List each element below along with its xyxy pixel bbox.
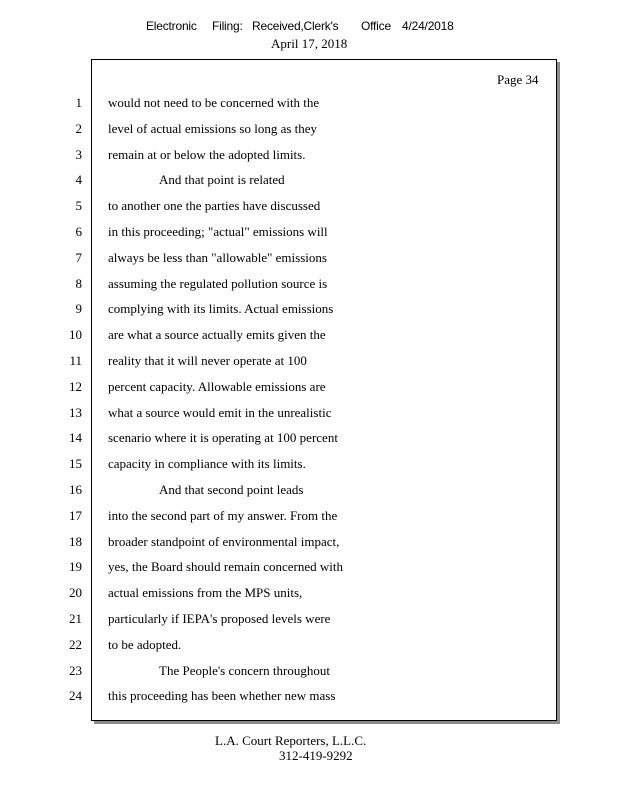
line-text: capacity in compliance with its limits. [108, 456, 306, 471]
line-text: level of actual emissions so long as they [108, 121, 318, 136]
court-reporter-name: L.A. Court Reporters, L.L.C. [215, 733, 367, 748]
line-number: 23 [69, 663, 82, 678]
line-number: 11 [69, 353, 82, 368]
line-text: to be adopted. [108, 637, 182, 652]
line-text: actual emissions from the MPS units, [108, 585, 303, 600]
transcript-date: April 17, 2018 [271, 36, 348, 51]
line-number: 6 [75, 224, 82, 239]
line-number: 17 [69, 508, 82, 523]
line-number: 9 [75, 301, 82, 316]
line-number: 18 [69, 534, 82, 549]
line-text: And that second point leads [159, 482, 304, 497]
line-text: this proceeding has been whether new mass [108, 688, 336, 703]
stamp-received: Received,Clerk's [252, 19, 339, 33]
line-number: 8 [75, 276, 82, 291]
line-text: percent capacity. Allowable emissions are [108, 379, 326, 394]
line-text: particularly if IEPA's proposed levels were [108, 611, 331, 626]
line-number: 15 [69, 456, 82, 471]
line-text: to another one the parties have discussed [108, 198, 321, 213]
stamp-filing: Filing: [212, 19, 243, 33]
line-text: complying with its limits. Actual emissions [108, 301, 334, 316]
line-number: 19 [69, 559, 82, 574]
line-number: 12 [69, 379, 82, 394]
line-text: broader standpoint of environmental impact, [108, 534, 340, 549]
line-number: 21 [69, 611, 82, 626]
stamp-office: Office [361, 19, 391, 33]
line-text: assuming the regulated pollution source is [108, 276, 328, 291]
line-number: 22 [69, 637, 82, 652]
line-text: And that point is related [159, 172, 285, 187]
line-number: 7 [75, 250, 82, 265]
stamp-date: 4/24/2018 [402, 19, 454, 33]
line-text: in this proceeding; "actual" emissions will [108, 224, 328, 239]
line-number: 3 [75, 147, 82, 162]
line-number: 20 [69, 585, 82, 600]
line-number: 4 [75, 172, 82, 187]
line-number: 1 [75, 95, 82, 110]
line-number: 24 [69, 688, 82, 703]
line-text: yes, the Board should remain concerned with [108, 559, 344, 574]
line-text: into the second part of my answer. From the [108, 508, 338, 523]
line-text: The People's concern throughout [159, 663, 330, 678]
line-text: would not need to be concerned with the [108, 95, 320, 110]
line-text: are what a source actually emits given the [108, 327, 326, 342]
line-text: always be less than "allowable" emissions [108, 250, 327, 265]
line-number: 10 [69, 327, 82, 342]
stamp-electronic: Electronic [146, 19, 197, 33]
line-text: scenario where it is operating at 100 percent [108, 430, 338, 445]
line-number: 5 [75, 198, 82, 213]
page-number: Page 34 [497, 72, 539, 87]
line-number: 13 [69, 405, 82, 420]
line-text: what a source would emit in the unrealistic [108, 405, 332, 420]
court-reporter-phone: 312-419-9292 [279, 748, 353, 763]
line-number: 14 [69, 430, 82, 445]
line-text: reality that it will never operate at 100 [108, 353, 307, 368]
filing-stamp [146, 19, 454, 33]
line-number: 2 [75, 121, 82, 136]
line-number: 16 [69, 482, 82, 497]
line-text: remain at or below the adopted limits. [108, 147, 306, 162]
